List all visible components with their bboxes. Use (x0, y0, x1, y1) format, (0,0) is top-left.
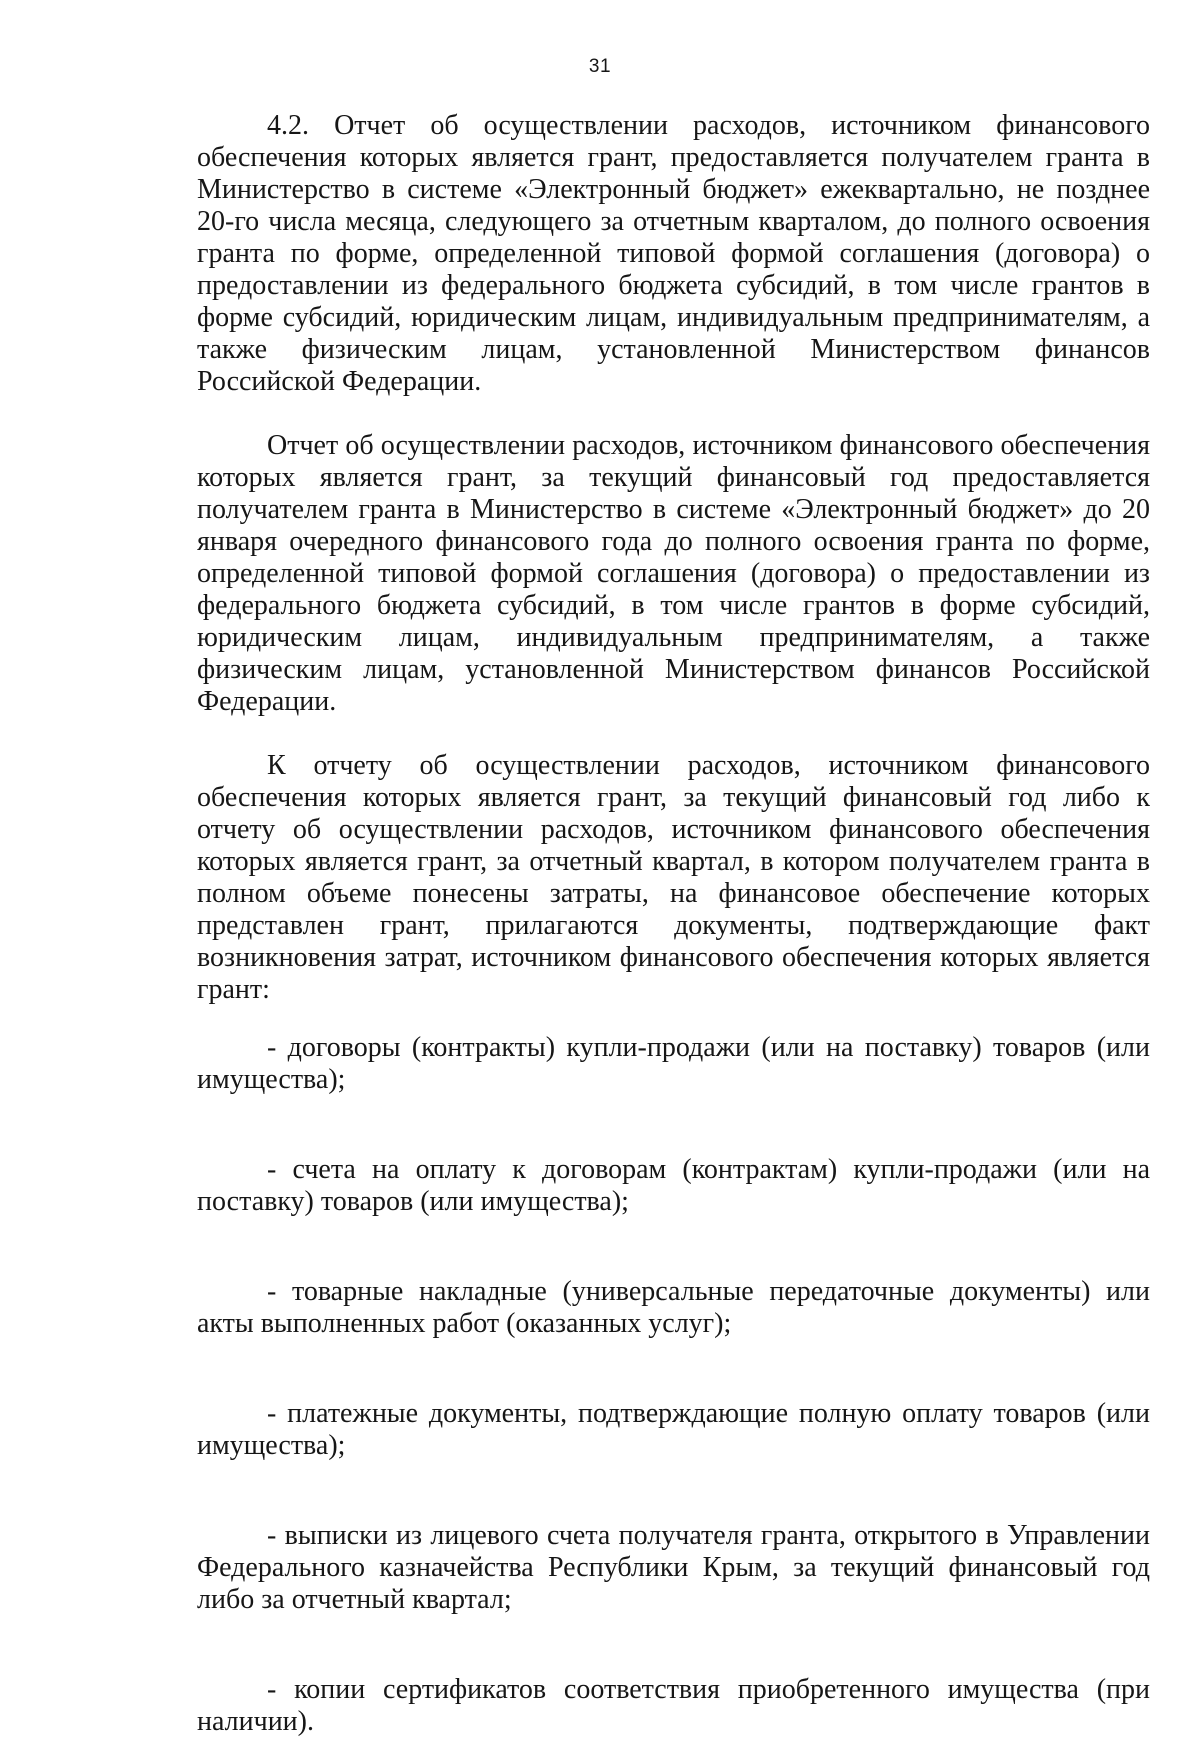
list-item: - платежные документы, подтверждающие полную оплату товаров (или имущества); (197, 1398, 1150, 1461)
paragraph-annual-report: Отчет об осуществлении расходов, источником финансового обеспечения которых является грант, за текущий финансовый год предоставляется получателем гранта в Министерство в системе «Электронный бюджет» до 20 января очередного финансового года до полного освоения гранта по форме, определенной типовой формой соглашения (договора) о предоставлении из федерального бюджета субсидий, в том числе грантов в форме субсидий, юридическим лицам, индивидуальным предпринимателям, а также физическим лицам, установленной Министерством финансов Российской Федерации. (197, 430, 1150, 717)
list-item: - товарные накладные (универсальные передаточные документы) или акты выполненных работ (оказанных услуг); (197, 1276, 1150, 1339)
page-number: 31 (588, 56, 612, 77)
list-item: - счета на оплату к договорам (контрактам) купли-продажи (или на поставку) товаров (или имущества); (197, 1154, 1150, 1217)
list-item: - копии сертификатов соответствия приобретенного имущества (при наличии). (197, 1674, 1150, 1737)
list-item: - выписки из лицевого счета получателя гранта, открытого в Управлении Федерального казначейства Республики Крым, за текущий финансовый год либо за отчетный квартал; (197, 1520, 1150, 1615)
paragraph-4-2: 4.2. Отчет об осуществлении расходов, источником финансового обеспечения которых является грант, предоставляется получателем гранта в Министерство в системе «Электронный бюджет» ежеквартально, не позднее 20-го числа месяца, следующего за отчетным кварталом, до полного освоения гранта по форме, определенной типовой формой соглашения (договора) о предоставлении из федерального бюджета субсидий, в том числе грантов в форме субсидий, юридическим лицам, индивидуальным предпринимателям, а также физическим лицам, установленной Министерством финансов Российской Федерации. (197, 110, 1150, 397)
document-body (197, 110, 1150, 1738)
list-item: - договоры (контракты) купли-продажи (или на поставку) товаров (или имущества); (197, 1032, 1150, 1095)
paragraph-attached-documents: К отчету об осуществлении расходов, источником финансового обеспечения которых является грант, за текущий финансовый год либо к отчету об осуществлении расходов, источником финансового обеспечения которых является грант, за отчетный квартал, в котором получателем гранта в полном объеме понесены затраты, на финансовое обеспечение которых представлен грант, прилагаются документы, подтверждающие факт возникновения затрат, источником финансового обеспечения которых является грант: (197, 750, 1150, 1005)
